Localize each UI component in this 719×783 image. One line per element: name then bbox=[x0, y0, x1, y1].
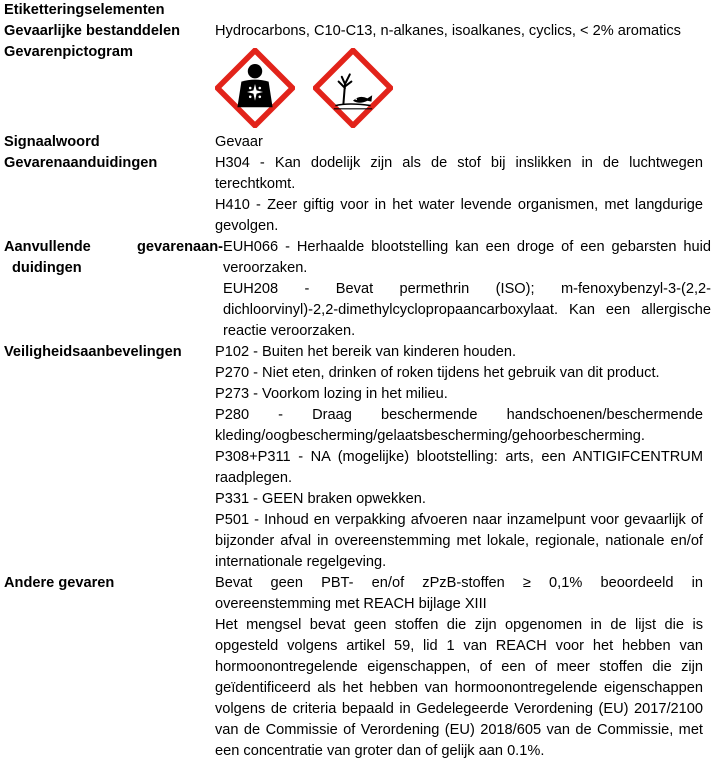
label-other-hazards: Andere gevaren bbox=[4, 575, 115, 591]
row-pictograms bbox=[4, 42, 716, 128]
precaution-p102: P102 - Buiten het bereik van kinderen houden. bbox=[215, 344, 517, 360]
health-hazard-icon bbox=[215, 48, 295, 128]
row-precautionary-statements bbox=[4, 342, 716, 573]
label-hazard-statements: Gevarenaanduidingen bbox=[4, 155, 158, 171]
hazard-statement-h410: H410 - Zeer giftig voor in het water levende organismen, met langdurige gevolgen. bbox=[215, 197, 703, 234]
label-pictograms: Gevarenpictogram bbox=[4, 44, 133, 60]
row-signal-word bbox=[4, 132, 716, 153]
precaution-p270: P270 - Niet eten, drinken of roken tijdens het gebruik van dit product. bbox=[215, 365, 660, 381]
other-hazard-endocrine: Het mengsel bevat geen stoffen die zijn opgenomen in de lijst die is opgesteld volgens artikel 59, lid 1 van REACH voor het hebben van hormoonontregelende eigenschappen, of een of meer stoffen die zijn geïdentificeerd als het hebben van hormoonontregelende eigenschappen volgens de criteria bepaald in Gedelegeerde Verordening (EU) 2017/2100 van de Commissie of Verordening (EU) 2018/605 van de Commissie, met een concentratie van groter dan of gelijk aan 0.1%. bbox=[215, 617, 703, 759]
other-hazard-pbt: Bevat geen PBT- en/of zPzB-stoffen ≥ 0,1% beoordeeld in overeenstemming met REACH bijlage XIII bbox=[215, 575, 703, 612]
pictogram-group bbox=[215, 42, 703, 128]
precaution-p308-p311: P308+P311 - NA (mogelijke) blootstelling: arts, een ANTIGIFCENTRUM raadplegen. bbox=[215, 449, 703, 486]
section-title: Etiketteringselementen bbox=[4, 2, 165, 18]
precaution-p273: P273 - Voorkom lozing in het milieu. bbox=[215, 386, 448, 402]
hazard-statement-h304: H304 - Kan dodelijk zijn als de stof bij inslikken in de luchtwegen terechtkomt. bbox=[215, 155, 703, 192]
labelling-section bbox=[4, 0, 716, 762]
supplemental-euh066: EUH066 - Herhaalde blootstelling kan een droge of een gebarsten huid veroorzaken. bbox=[223, 239, 711, 276]
row-supplemental-hazards bbox=[4, 237, 716, 342]
label-precautionary-statements: Veiligheidsaanbevelingen bbox=[4, 344, 182, 360]
value-signal-word: Gevaar bbox=[215, 134, 263, 150]
label-signal-word: Signaalwoord bbox=[4, 134, 100, 150]
supplemental-euh208: EUH208 - Bevat permethrin (ISO); m-fenoxybenzyl-3-(2,2-dichloorvinyl)-2,2-dimethylcyclopropaancarboxylaat. Kan een allergische reactie veroorzaken. bbox=[223, 281, 711, 339]
row-other-hazards bbox=[4, 573, 716, 762]
row-hazardous-components bbox=[4, 21, 716, 42]
value-hazardous-components: Hydrocarbons, C10-C13, n-alkanes, isoalkanes, cyclics, < 2% aromatics bbox=[215, 23, 681, 39]
precaution-p280: P280 - Draag beschermende handschoenen/beschermende kleding/oogbescherming/gelaatsbescherming/gehoorbescherming. bbox=[215, 407, 703, 444]
label-hazardous-components: Gevaarlijke bestanddelen bbox=[4, 23, 181, 39]
row-hazard-statements bbox=[4, 153, 716, 237]
label-supplemental-hazards: Aanvullende gevarenaan-duidingen bbox=[4, 239, 223, 276]
precaution-p331: P331 - GEEN braken opwekken. bbox=[215, 491, 426, 507]
precaution-p501: P501 - Inhoud en verpakking afvoeren naar inzamelpunt voor gevaarlijk of bijzonder afval in overeenstemming met lokale, regionale, nationale en/of internationale regelgeving. bbox=[215, 512, 703, 570]
environment-hazard-icon bbox=[313, 48, 393, 128]
